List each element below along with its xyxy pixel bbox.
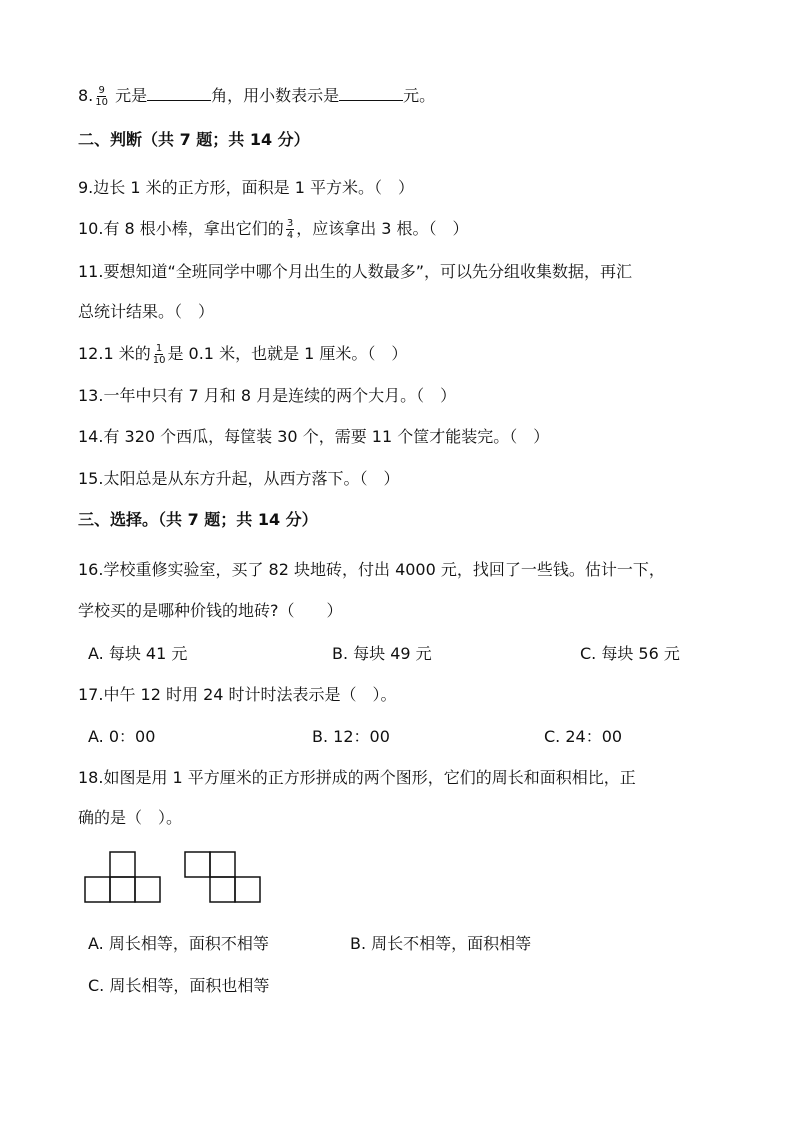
q18-option-c[interactable]: C. 周长相等，面积也相等	[88, 976, 270, 995]
question-11-line-2: 总统计结果。（ ）	[78, 302, 215, 321]
unit-square	[110, 877, 135, 902]
question-18-line-2: 确的是（ ）。	[78, 808, 183, 827]
q10-text-post: ，应该拿出 3 根。（ ）	[296, 219, 469, 238]
fraction-numerator: 3	[286, 218, 294, 229]
fraction-denominator: 10	[152, 355, 166, 366]
fraction-1-10	[153, 343, 166, 366]
q12-text-post: 是 0.1 米，也就是 1 厘米。（ ）	[167, 344, 408, 363]
section-heading-choice: 三、选择。（共 7 题；共 14 分）	[78, 510, 318, 529]
q16-option-c[interactable]: C. 每块 56 元	[580, 644, 680, 663]
q18-option-b[interactable]: B. 周长不相等，面积相等	[350, 934, 532, 953]
answer-blank[interactable]	[339, 86, 403, 101]
q16-option-b[interactable]: B. 每块 49 元	[332, 644, 432, 663]
q8-text-2: 角，用小数表示是	[211, 86, 340, 105]
q8-number: 8.	[78, 86, 94, 105]
question-17: 17.中午 12 时用 24 时计时法表示是（ ）。	[78, 685, 397, 704]
unit-square	[235, 877, 260, 902]
question-14: 14.有 320 个西瓜，每筐装 30 个，需要 11 个筐才能装完。（ ）	[78, 427, 550, 446]
q17-option-a[interactable]: A. 0：00	[88, 727, 156, 746]
section-heading-judgment: 二、判断（共 7 题；共 14 分）	[78, 130, 310, 149]
question-18-line-1: 18.如图是用 1 平方厘米的正方形拼成的两个图形，它们的周长和面积相比，正	[78, 768, 636, 787]
figure-shape-1	[84, 850, 164, 904]
q16-option-a[interactable]: A. 每块 41 元	[88, 644, 188, 663]
question-16-line-1: 16.学校重修实验室，买了 82 块地砖，付出 4000 元，找回了一些钱。估计一下，	[78, 560, 665, 579]
q10-text-pre: 10.有 8 根小棒，拿出它们的	[78, 219, 284, 238]
unit-square	[85, 877, 110, 902]
q17-option-c[interactable]: C. 24：00	[544, 727, 623, 746]
unit-square	[135, 877, 160, 902]
fraction-numerator: 1	[155, 343, 163, 354]
question-11-line-1: 11.要想知道“全班同学中哪个月出生的人数最多”，可以先分组收集数据，再汇	[78, 262, 633, 281]
question-16-line-2: 学校买的是哪种价钱的地砖?（ ）	[78, 601, 343, 620]
unit-square	[210, 852, 235, 877]
unit-square	[185, 852, 210, 877]
q8-text-3: 元。	[403, 86, 436, 105]
fraction-9-10	[95, 85, 108, 108]
question-8	[78, 84, 435, 108]
question-15: 15.太阳总是从东方升起，从西方落下。（ ）	[78, 469, 400, 488]
figure-shape-2	[182, 850, 266, 904]
q8-text-1: 元是	[110, 86, 148, 105]
question-13: 13.一年中只有 7 月和 8 月是连续的两个大月。（ ）	[78, 386, 457, 405]
fraction-denominator: 4	[286, 230, 294, 241]
unit-square	[110, 852, 135, 877]
question-12	[78, 342, 407, 366]
fraction-numerator: 9	[98, 85, 105, 96]
fraction-3-4	[286, 218, 294, 241]
unit-square	[210, 877, 235, 902]
question-10	[78, 217, 469, 241]
q18-option-a[interactable]: A. 周长相等，面积不相等	[88, 934, 269, 953]
q17-option-b[interactable]: B. 12：00	[312, 727, 390, 746]
answer-blank[interactable]	[147, 86, 211, 101]
q12-text-pre: 12.1 米的	[78, 344, 151, 363]
question-9: 9.边长 1 米的正方形，面积是 1 平方米。（ ）	[78, 178, 414, 197]
fraction-denominator: 10	[95, 97, 108, 108]
